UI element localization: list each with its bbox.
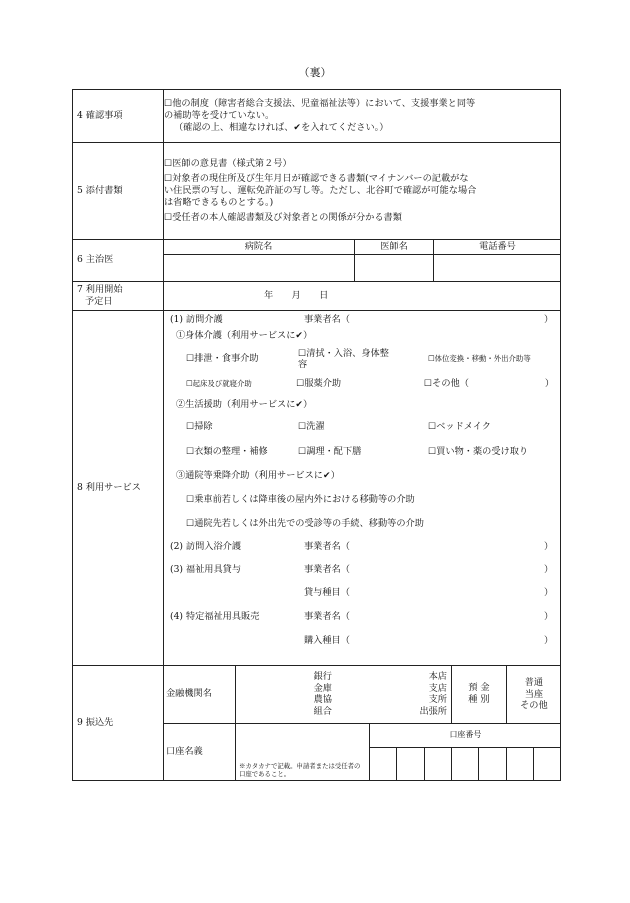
hospital-field[interactable] — [163, 255, 355, 282]
account-digit[interactable] — [534, 748, 561, 781]
phone-header: 電話番号 — [434, 240, 562, 255]
attachment-residence-proof[interactable]: ☐対象者の現住所及び生年月日が確認できる書類(マイナンバーの記載がな — [164, 172, 469, 184]
section-label: 9 振込先 — [73, 666, 164, 781]
svc-other[interactable]: ☐その他（ — [423, 377, 469, 389]
sale-business-name[interactable]: 事業者名（ — [304, 611, 350, 623]
section-label: 6 主治医 — [73, 240, 164, 282]
hospital-header: 病院名 — [163, 240, 355, 255]
svc-shopping[interactable]: ☐買い物・薬の受け取り — [428, 445, 529, 457]
doctor-header: 医師名 — [355, 240, 434, 255]
svc-clothes[interactable]: ☐衣類の整理・補修 — [186, 445, 268, 457]
svc-cooking[interactable]: ☐調理・配下膳 — [298, 445, 362, 457]
svc-transfer-outing[interactable]: ☐体位変換・移動・外出介助等 — [428, 354, 531, 364]
deposit-type-label: 預 金 種 別 — [452, 666, 507, 724]
section-start-date: 7 利用開始 予定日 年 月 日 — [73, 282, 561, 311]
deposit-kind-field[interactable]: 普通 当座 その他 — [506, 666, 561, 724]
account-digit[interactable] — [369, 748, 396, 781]
account-digit[interactable] — [424, 748, 451, 781]
home-care-business-name[interactable]: 事業者名（ — [304, 314, 350, 326]
phone-field[interactable] — [434, 255, 562, 282]
purchase-type[interactable]: 購入種目（ — [304, 635, 350, 647]
svc-medication[interactable]: ☐服薬介助 — [296, 377, 342, 389]
attachment-doctor-opinion[interactable]: ☐医師の意見書（様式第２号） — [164, 157, 292, 169]
attachment-identity-proof[interactable]: ☐受任者の本人確認書類及び対象者との関係が分かる書類 — [164, 212, 402, 224]
account-digit[interactable] — [397, 748, 424, 781]
section-label: 4 確認事項 — [73, 90, 164, 143]
svc-bathing[interactable]: ☐清拭・入浴、身体整 容 — [298, 347, 389, 370]
section-label: 8 利用サービス — [73, 311, 164, 666]
account-digit[interactable] — [479, 748, 506, 781]
svc-clinic-procedure[interactable]: ☐通院先若しくは外出先での受診等の手続、移動等の介助 — [186, 517, 424, 529]
start-date-field[interactable]: 年 月 日 — [164, 282, 561, 311]
rental-type[interactable]: 貸与種目（ — [304, 587, 350, 599]
section-services: 8 利用サービス (1) 訪問介護 事業者名（ ） ①身体介護（利用サービスに✔） ☐排泄・食事介助 ☐清拭・入浴、身体整 容 ☐体位変換・移動・外出介助等 ☐起床及び就寝介助 ☐服薬介助 ☐その他（ ） ②生活援助（利用サービスに✔） ☐掃除 ☐洗濯 ☐ベッドメイク ☐衣類の整理・補修 ☐調理・配下膳 ☐買い物・薬の受け取り ③通院等乗降介助（利用サービスに✔） ☐乗車前若しくは降車後の屋内外における移動等の介助 ☐通院先若しくは外出先での受診等の手続、移動等の介助 (2) 訪問入浴介護 事業者名（ ） (3) 福祉用具貸与 事業者名（ ） 貸与種目（ ） (4) 特定福祉用具販売 事業者名（ ） 購入種目（ ） — [73, 311, 561, 666]
section-attachments: 5 添付書類 ☐医師の意見書（様式第２号） ☐対象者の現住所及び生年月日が確認できる書類(マイナンバーの記載がな い住民票の写し、運転免許証の写し等。ただし、北谷町で確認が可能な場合 は省略できるものとする。) ☐受任者の本人確認書類及び対象者との関係が分かる書類 — [73, 143, 561, 240]
account-digit[interactable] — [506, 748, 533, 781]
page-title: （裏） — [298, 66, 332, 79]
account-digit[interactable] — [452, 748, 479, 781]
svc-rising-bedtime[interactable]: ☐起床及び就寝介助 — [186, 379, 252, 389]
section-bank-transfer — [73, 666, 561, 781]
account-name-field[interactable]: ※カタカナで記載。申請者または受任者の口座であること。 — [236, 724, 370, 781]
account-number-label: 口座番号 — [369, 724, 561, 748]
confirmation-checkbox-line[interactable]: ☐他の制度（障害者総合支援法、児童福祉法等）において、支援事業と同等 — [164, 97, 476, 109]
application-form-back — [72, 89, 561, 781]
account-name-label: 口座名義 — [163, 724, 236, 781]
svc-cleaning[interactable]: ☐掃除 — [186, 421, 213, 433]
svc-bed-making[interactable]: ☐ベッドメイク — [428, 421, 491, 433]
doctor-field[interactable] — [355, 255, 434, 282]
institution-label: 金融機関名 — [163, 666, 236, 724]
svc-laundry[interactable]: ☐洗濯 — [298, 421, 325, 433]
bank-type-field[interactable]: 銀行 金庫 農協 組合 — [236, 666, 343, 724]
svc-excretion-meal[interactable]: ☐排泄・食事介助 — [186, 352, 259, 364]
bath-business-name[interactable]: 事業者名（ — [304, 541, 350, 553]
section-confirmation: 4 確認事項 ☐他の制度（障害者総合支援法、児童福祉法等）において、支援事業と同等 の補助等を受けていない。 （確認の上、相違なければ、✔を入れてください。） — [73, 90, 561, 143]
section-physician — [73, 240, 561, 282]
section-label: 5 添付書類 — [73, 143, 164, 240]
rental-business-name[interactable]: 事業者名（ — [304, 564, 350, 576]
svc-boarding-assist[interactable]: ☐乗車前若しくは降車後の屋内外における移動等の介助 — [186, 493, 415, 505]
branch-field[interactable]: 本店 支店 支所 出張所 — [342, 666, 452, 724]
